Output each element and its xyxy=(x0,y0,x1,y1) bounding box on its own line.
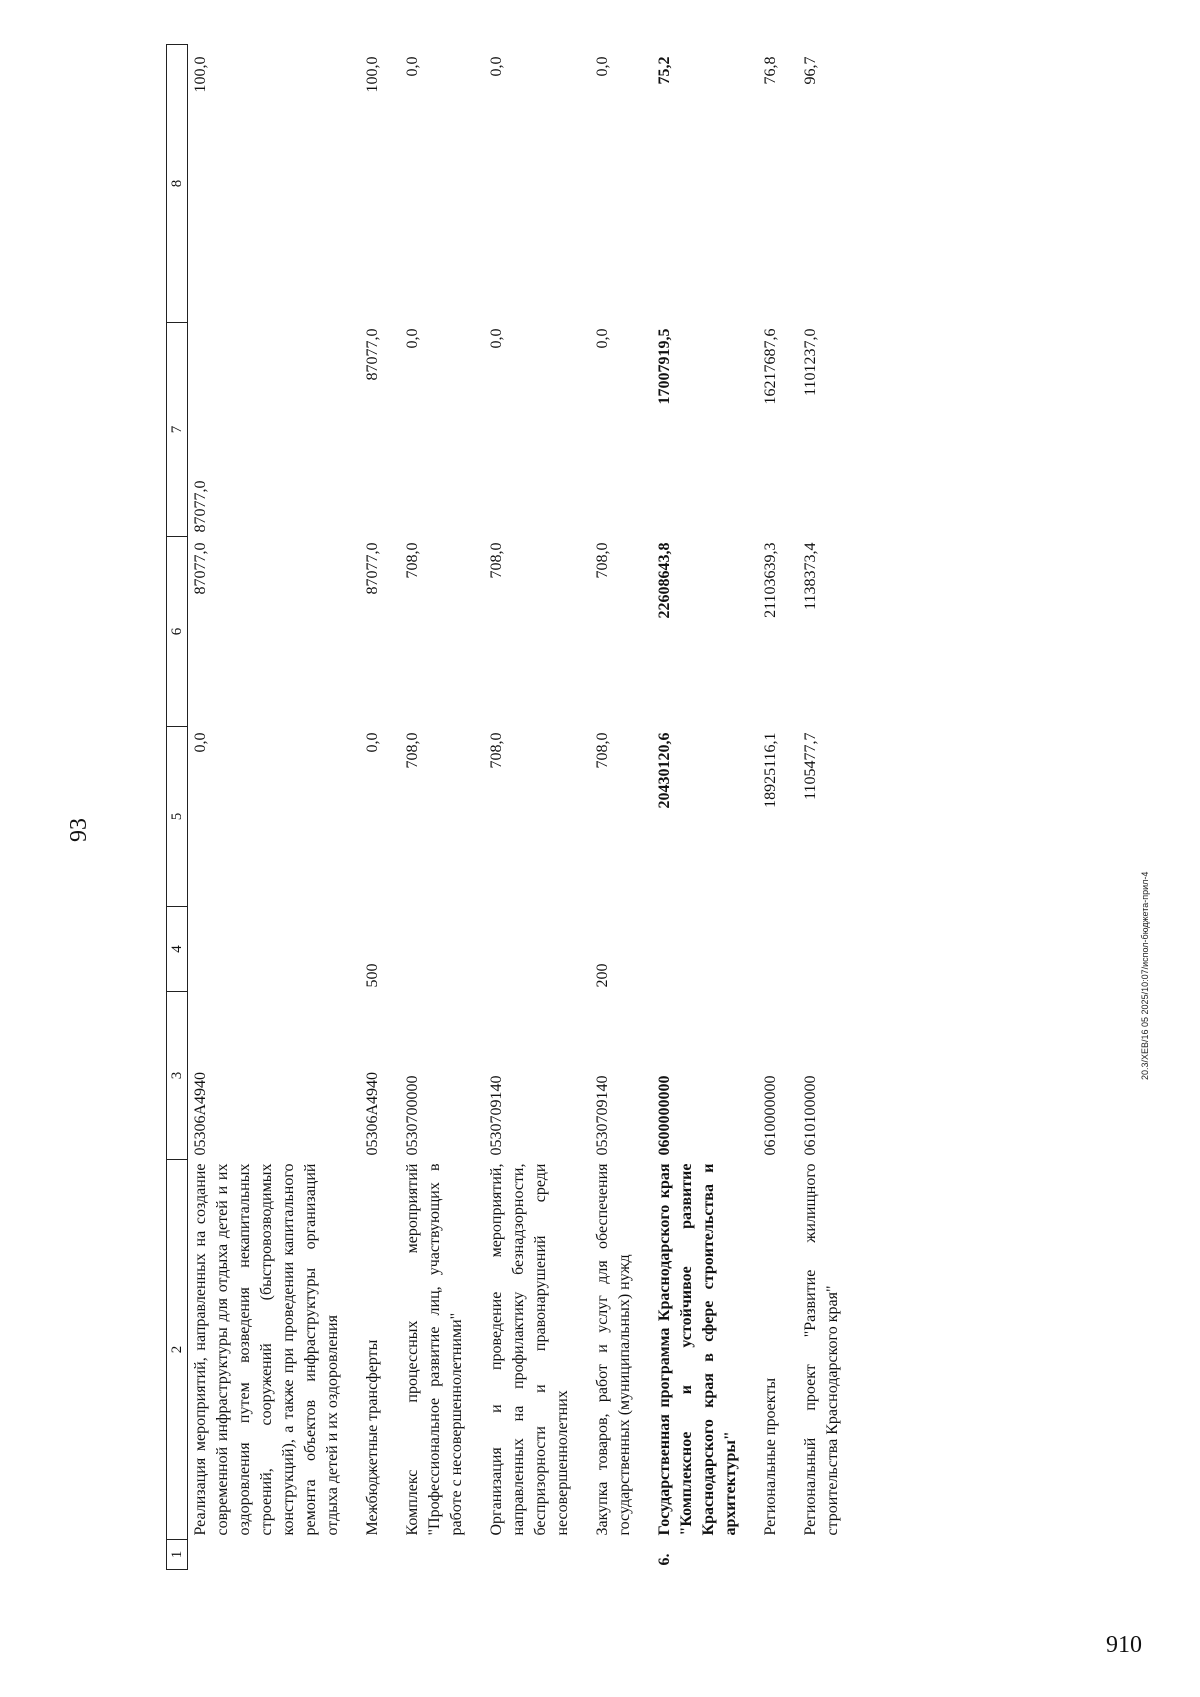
row-value-7: 87077,0 xyxy=(364,328,381,381)
row-code: 0530709140 xyxy=(488,1075,505,1156)
row-type xyxy=(188,907,363,992)
column-header: 6 xyxy=(167,537,188,727)
row-value-8: 96,7 xyxy=(802,56,819,85)
column-header: 3 xyxy=(167,992,188,1160)
row-name: Организация и проведение мероприятий, направленных на профилактику безнадзорности, беспризорности и правонарушений среди несовершеннолетних xyxy=(488,1163,571,1536)
row-value-7: 87077,0 xyxy=(192,480,209,533)
row-value-8: 0,0 xyxy=(404,56,421,77)
table-row xyxy=(362,45,402,1570)
row-value-8: 100,0 xyxy=(364,56,381,93)
column-header: 8 xyxy=(167,45,188,323)
row-value-5: 708,0 xyxy=(488,732,505,769)
page-number-bottom: 910 xyxy=(1106,1632,1142,1658)
table-row xyxy=(486,45,592,1570)
table-row xyxy=(188,45,363,1570)
row-code: 05306А4940 xyxy=(364,1071,381,1156)
table-row xyxy=(592,45,654,1570)
row-code: 0610100000 xyxy=(802,1075,819,1156)
row-type: 500 xyxy=(364,963,381,988)
row-value-8: 75,2 xyxy=(656,56,673,85)
column-header: 4 xyxy=(167,907,188,992)
row-value-6: 87077,0 xyxy=(192,542,209,595)
row-type xyxy=(654,907,760,992)
row-value-7: 0,0 xyxy=(404,328,421,349)
row-number xyxy=(592,1540,654,1570)
row-name: Межбюджетные трансферты xyxy=(364,1339,381,1536)
row-value-5: 1105477,7 xyxy=(802,732,819,800)
row-type xyxy=(402,907,486,992)
row-value-6: 708,0 xyxy=(488,542,505,579)
budget-table xyxy=(166,44,862,1570)
table-row xyxy=(800,45,862,1570)
row-value-7: 1101237,0 xyxy=(802,328,819,396)
document-footer-code: 20.3/XEB/16 05 2025/10:07/испол-бюджета-прил-4 xyxy=(1140,871,1150,1080)
row-type xyxy=(800,907,862,992)
column-header: 2 xyxy=(167,1160,188,1540)
row-value-7: 17007919,5 xyxy=(656,328,673,405)
row-value-8: 76,8 xyxy=(762,56,779,85)
row-value-6: 87077,0 xyxy=(364,542,381,595)
row-value-5: 20430120,6 xyxy=(656,732,673,809)
table-row xyxy=(654,45,760,1570)
row-code: 0600000000 xyxy=(656,1075,673,1156)
row-name: Региональный проект "Развитие жилищного строительства Краснодарского края" xyxy=(802,1163,841,1536)
row-number xyxy=(362,1540,402,1570)
table-header-row xyxy=(167,45,188,1570)
row-number xyxy=(760,1540,800,1570)
row-number: 6. xyxy=(656,1553,673,1566)
column-header: 5 xyxy=(167,727,188,907)
row-name: Реализация мероприятий, направленных на создание современной инфраструктуры для отдыха детей и их оздоровления путем возведения некапитальных строений, сооружений (быстровозводимых конструкций), а также при проведении капитального ремонта объектов инфраструктуры организаций отдыха детей и их оздоровления xyxy=(192,1163,341,1536)
row-type xyxy=(486,907,592,992)
table-row xyxy=(760,45,800,1570)
row-value-7: 0,0 xyxy=(594,328,611,349)
row-number xyxy=(402,1540,486,1570)
row-value-6: 1138373,4 xyxy=(802,542,819,610)
row-value-5: 0,0 xyxy=(192,732,209,753)
row-value-7: 0,0 xyxy=(488,328,505,349)
row-value-8: 0,0 xyxy=(594,56,611,77)
row-value-6: 708,0 xyxy=(594,542,611,579)
row-value-6: 22608643,8 xyxy=(656,542,673,619)
table-row xyxy=(402,45,486,1570)
row-name: Региональные проекты xyxy=(762,1377,779,1536)
row-value-5: 708,0 xyxy=(594,732,611,769)
row-value-8: 100,0 xyxy=(192,56,209,93)
row-code: 0610000000 xyxy=(762,1075,779,1156)
row-number xyxy=(486,1540,592,1570)
column-header: 1 xyxy=(167,1540,188,1570)
row-code: 0530709140 xyxy=(594,1075,611,1156)
row-type xyxy=(760,907,800,992)
row-code: 0530700000 xyxy=(404,1075,421,1156)
column-header: 7 xyxy=(167,323,188,537)
row-value-5: 0,0 xyxy=(364,732,381,753)
budget-table-sheet xyxy=(166,45,1096,1570)
row-value-6: 708,0 xyxy=(404,542,421,579)
row-name: Государственная программа Краснодарского края "Комплексное и устойчивое развитие Краснодарского края в сфере строительства и архитектуры" xyxy=(656,1163,739,1536)
row-number xyxy=(800,1540,862,1570)
row-number xyxy=(188,1540,363,1570)
row-name: Комплекс процессных мероприятий "Профессиональное развитие лиц, участвующих в работе с несовершеннолетними" xyxy=(404,1163,465,1536)
row-value-6: 21103639,3 xyxy=(762,542,779,618)
row-value-8: 0,0 xyxy=(488,56,505,77)
row-name: Закупка товаров, работ и услуг для обеспечения государственных (муниципальных) нужд xyxy=(594,1163,633,1536)
row-type: 200 xyxy=(594,963,611,988)
row-code: 05306А4940 xyxy=(192,1071,209,1156)
page-number: 93 xyxy=(66,818,92,842)
row-value-5: 708,0 xyxy=(404,732,421,769)
row-value-7: 16217687,6 xyxy=(762,328,779,405)
row-value-5: 18925116,1 xyxy=(762,732,779,808)
